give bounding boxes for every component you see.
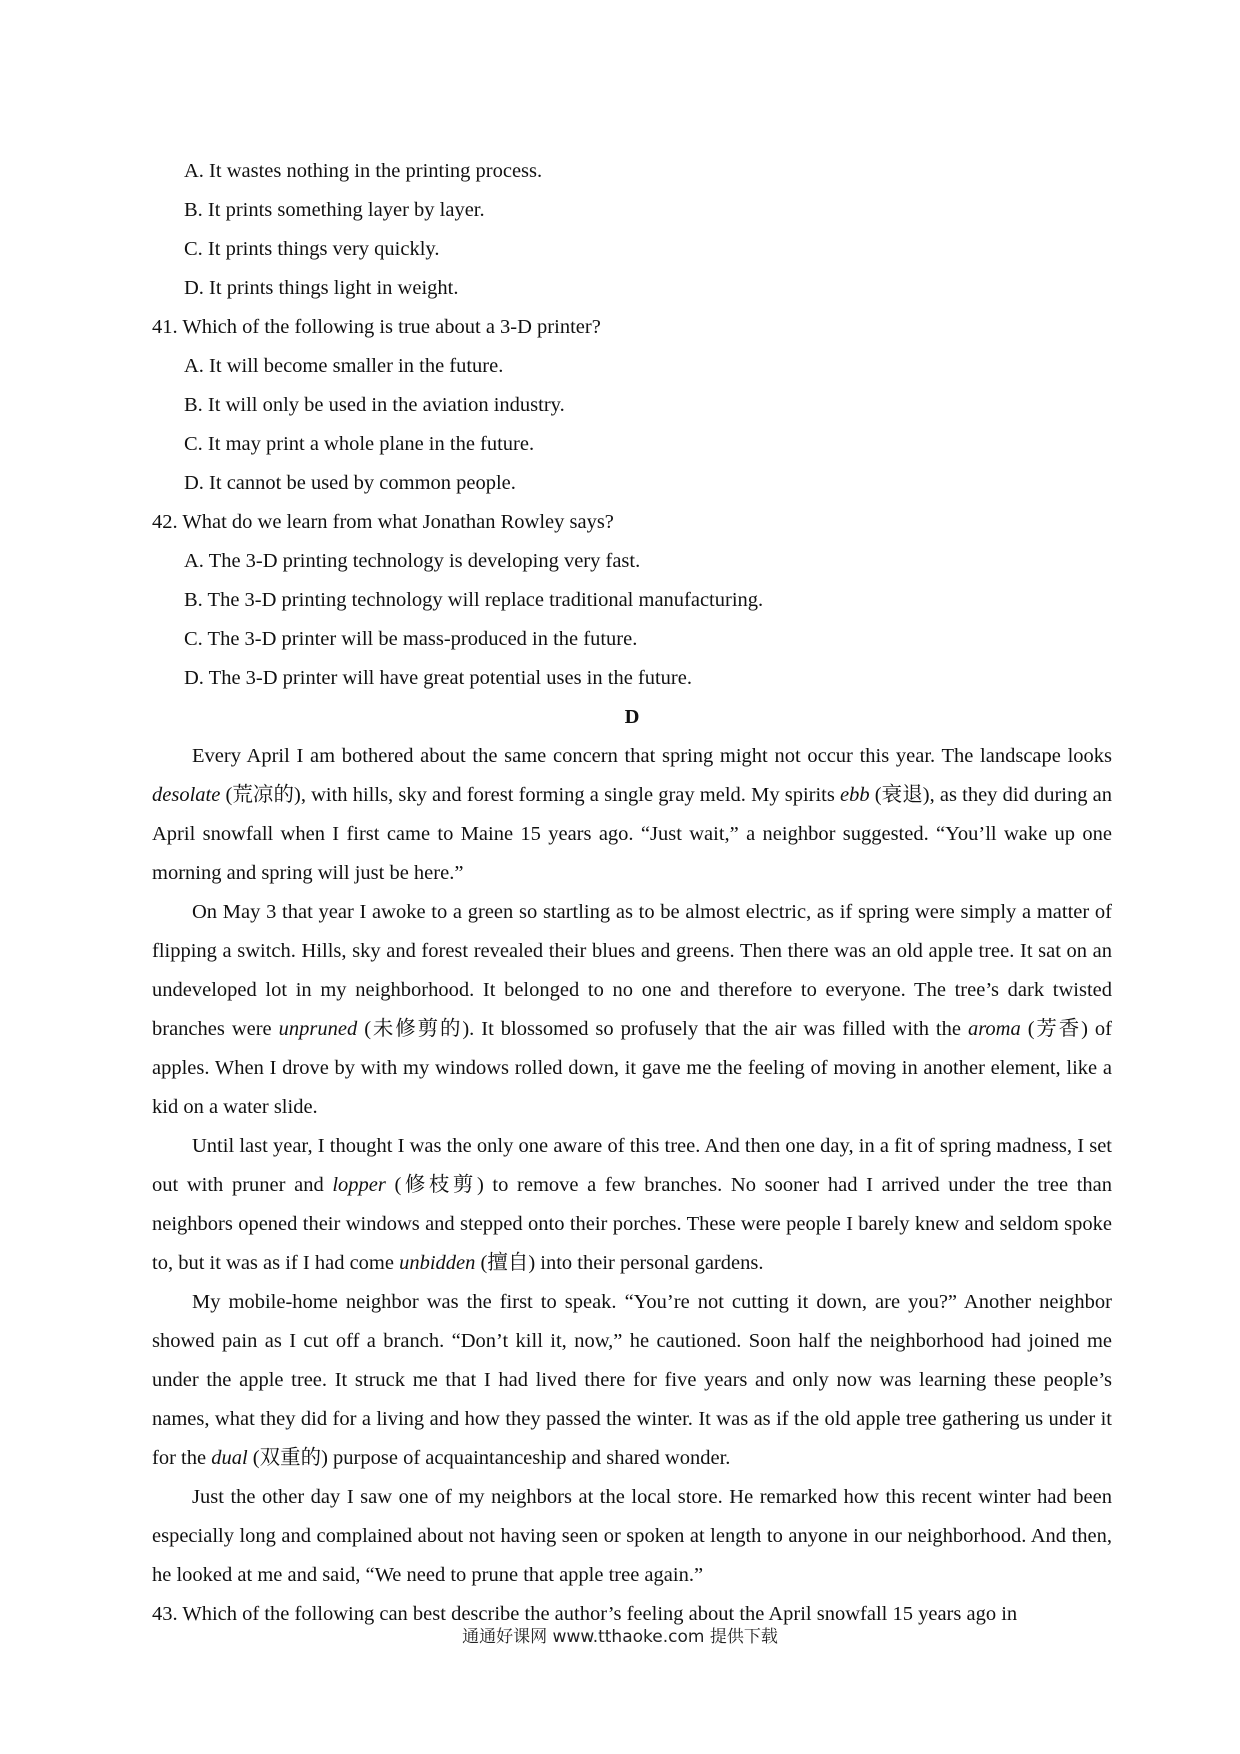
q41-option-b: B. It will only be used in the aviation industry. <box>184 394 565 416</box>
passage-paragraph-5: Just the other day I saw one of my neighbors at the local store. He remarked how this recent winter had been especially long and complained about not having seen or spoken at length to anyone in our neighborhood. And then, he looked at me and said, “We need to prune that apple tree again.” <box>152 1486 1112 1586</box>
passage-text: (衰退), as they did during an April snowfall when I first came to Maine 15 years ago. “Just wait,” a neighbor suggested. “You’ll wake up one morning and spring will just be here.” <box>152 784 1112 884</box>
passage-text: (未修剪的). It blossomed so profusely that the air was filled with the <box>357 1018 968 1040</box>
q41-question: 41. Which of the following is true about a 3-D printer? <box>152 316 601 338</box>
passage-text: (擅自) into their personal gardens. <box>475 1252 764 1274</box>
q42-question: 42. What do we learn from what Jonathan Rowley says? <box>152 511 614 533</box>
q42-option-a: A. The 3-D printing technology is developing very fast. <box>184 550 641 572</box>
q40-option-a: A. It wastes nothing in the printing process. <box>184 160 543 182</box>
glossed-word: aroma <box>967 1018 1021 1040</box>
q42-option-b: B. The 3-D printing technology will replace traditional manufacturing. <box>184 589 764 611</box>
passage-text: (双重的) purpose of acquaintanceship and shared wonder. <box>247 1447 731 1469</box>
page-content <box>152 152 1112 1634</box>
section-heading-d: D <box>624 706 640 728</box>
q42-option-c: C. The 3-D printer will be mass-produced in the future. <box>184 628 638 650</box>
q41-option-d: D. It cannot be used by common people. <box>184 472 516 494</box>
q40-option-d: D. It prints things light in weight. <box>184 277 459 299</box>
glossed-word: lopper <box>332 1174 386 1196</box>
passage-text: (修枝剪) to remove a few branches. No sooner had I arrived under the tree than neighbors opened their windows and stepped onto their porches. These were people I barely knew and seldom spoke to, but it was as if I had come <box>152 1174 1112 1274</box>
passage-text: (芳香) of apples. When I drove by with my windows rolled down, it gave me the feeling of moving in another element, like a kid on a water slide. <box>152 1018 1112 1118</box>
q41-option-a: A. It will become smaller in the future. <box>184 355 504 377</box>
passage-text: Every April I am bothered about the same concern that spring might not occur this year. The landscape looks <box>192 745 1112 767</box>
q42-option-d: D. The 3-D printer will have great potential uses in the future. <box>184 667 692 689</box>
passage-paragraph-4 <box>152 1283 1112 1478</box>
passage-paragraph-2 <box>152 893 1112 1127</box>
passage-text: On May 3 that year I awoke to a green so startling as to be almost electric, as if spring were simply a matter of flipping a switch. Hills, sky and forest revealed their blues and greens. Then there was an old apple tree. It sat on an undeveloped lot in my neighborhood. It belonged to no one and therefore to everyone. The tree’s dark twisted branches were <box>152 901 1112 1040</box>
glossed-word: desolate <box>152 784 221 806</box>
page-footer: 通通好课网 www.tthaoke.com 提供下载 <box>462 1627 778 1647</box>
q43-question: 43. Which of the following can best describe the author’s feeling about the April snowfall 15 years ago in <box>152 1603 1018 1625</box>
glossed-word: dual <box>211 1447 248 1469</box>
passage-text: Until last year, I thought I was the only one aware of this tree. And then one day, in a fit of spring madness, I set out with pruner and <box>152 1135 1112 1196</box>
glossed-word: unpruned <box>278 1018 358 1040</box>
q40-option-c: C. It prints things very quickly. <box>184 238 440 260</box>
q40-option-b: B. It prints something layer by layer. <box>184 199 485 221</box>
passage-text: (荒凉的), with hills, sky and forest forming a single gray meld. My spirits <box>220 784 841 806</box>
q41-option-c: C. It may print a whole plane in the future. <box>184 433 535 455</box>
passage-paragraph-1 <box>152 737 1112 893</box>
glossed-word: ebb <box>840 784 870 806</box>
passage-text: My mobile-home neighbor was the first to speak. “You’re not cutting it down, are you?” Another neighbor showed pain as I cut off a branch. “Don’t kill it, now,” he cautioned. Soon half the neighborhood had joined me under the apple tree. It struck me that I had lived there for five years and only now was learning these people’s names, what they did for a living and how they passed the winter. It was as if the old apple tree gathering us under it for the <box>152 1291 1112 1469</box>
glossed-word: unbidden <box>399 1252 476 1274</box>
passage-paragraph-3 <box>152 1127 1112 1283</box>
